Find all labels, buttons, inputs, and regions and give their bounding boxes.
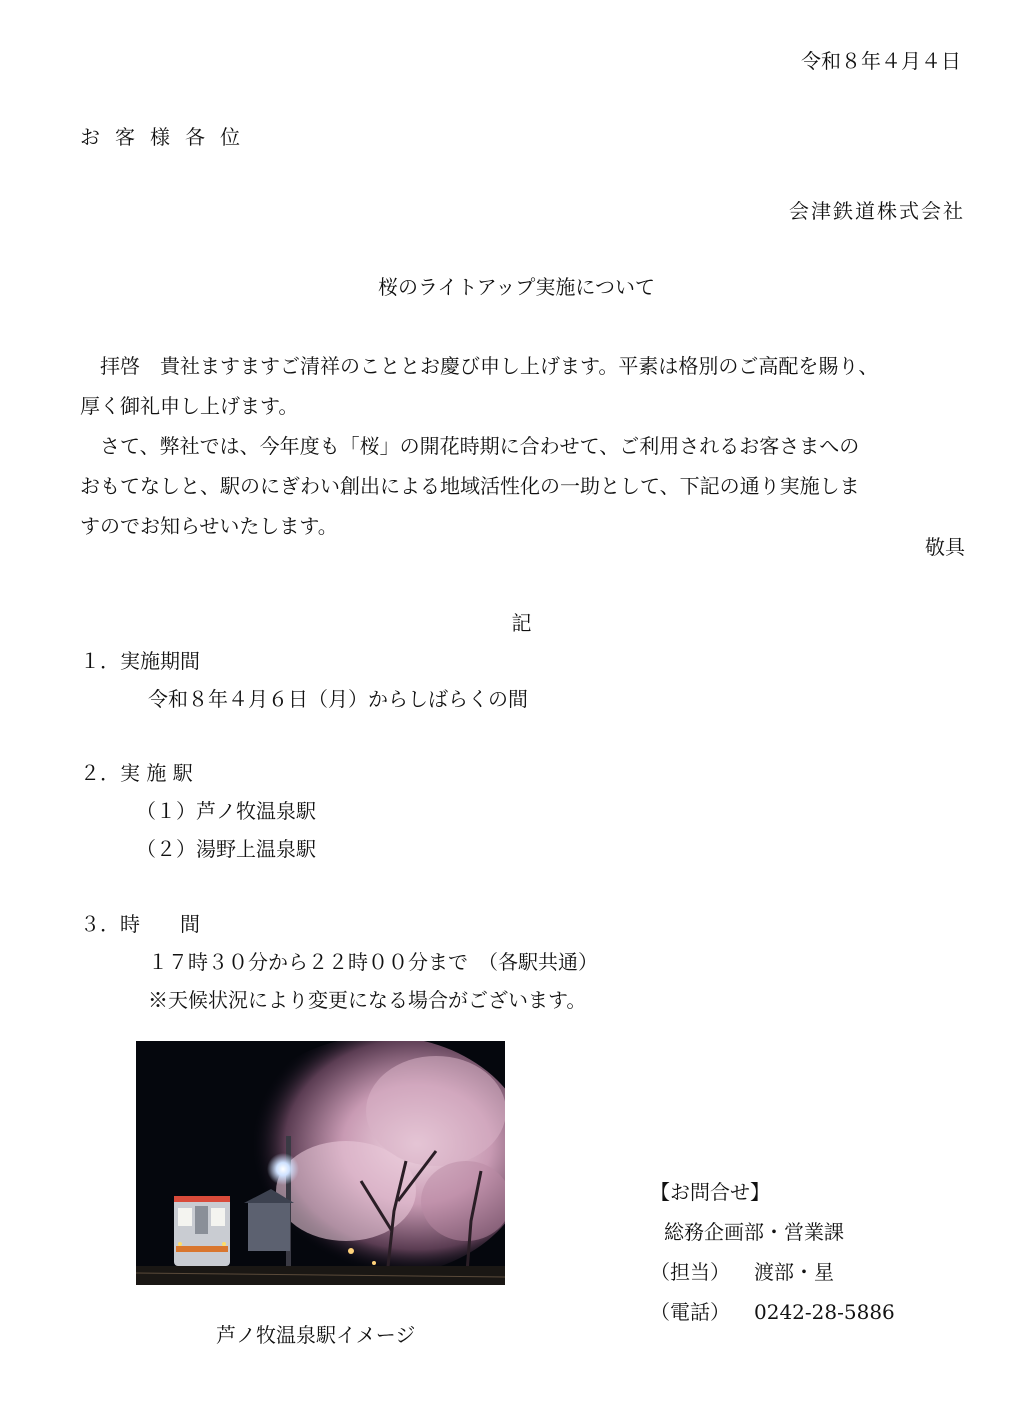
document-date: 令和８年４月４日 [801, 49, 961, 73]
addressee: お客様各位 [80, 125, 255, 149]
station-item: （２）湯野上温泉駅 [136, 837, 316, 861]
contact-phone-row [650, 1292, 895, 1332]
body-line: 厚く御礼申し上げます。 [80, 394, 299, 418]
period-heading: １．実施期間 [80, 649, 200, 673]
contact-phone-value: 0242-28-5886 [754, 1300, 895, 1324]
contact-block [650, 1172, 895, 1332]
stations-heading: ２．実 施 駅 [80, 761, 193, 785]
contact-staff-value: 渡部・星 [754, 1260, 834, 1284]
letter-body [80, 346, 980, 546]
body-line: おもてなしと、駅のにぎわい創出による地域活性化の一助として、下記の通り実施しま [80, 474, 860, 498]
contact-staff-row [650, 1252, 895, 1292]
contact-heading: 【お問合せ】 [650, 1180, 770, 1204]
time-value: １７時３０分から２２時００分まで （各駅共通） [148, 950, 598, 974]
ki-heading: 記 [511, 611, 532, 635]
photo-caption: 芦ノ牧温泉駅イメージ [216, 1323, 416, 1347]
time-note: ※天候状況により変更になる場合がございます。 [148, 988, 587, 1012]
contact-department: 総務企画部・営業課 [664, 1220, 844, 1244]
contact-staff-label: （担当） [650, 1260, 730, 1284]
station-night-photo [136, 1041, 505, 1285]
body-line: すのでお知らせいたします。 [80, 514, 338, 538]
cherry-blossom-train-image [136, 1041, 505, 1285]
document-title: 桜のライトアップ実施について [378, 275, 655, 299]
station-item: （１）芦ノ牧温泉駅 [136, 799, 316, 823]
sender-company: 会津鉄道株式会社 [789, 199, 965, 223]
period-value: 令和８年４月６日（月）からしばらくの間 [148, 687, 528, 711]
body-line: 拝啓 貴社ますますご清祥のこととお慶び申し上げます。平素は格別のご高配を賜り、 [80, 354, 879, 378]
time-heading: ３．時 間 [80, 912, 200, 936]
closing-phrase: 敬具 [925, 535, 965, 559]
body-line: さて、弊社では、今年度も「桜」の開花時期に合わせて、ご利用されるお客さまへの [80, 434, 860, 458]
contact-phone-label: （電話） [650, 1300, 730, 1324]
